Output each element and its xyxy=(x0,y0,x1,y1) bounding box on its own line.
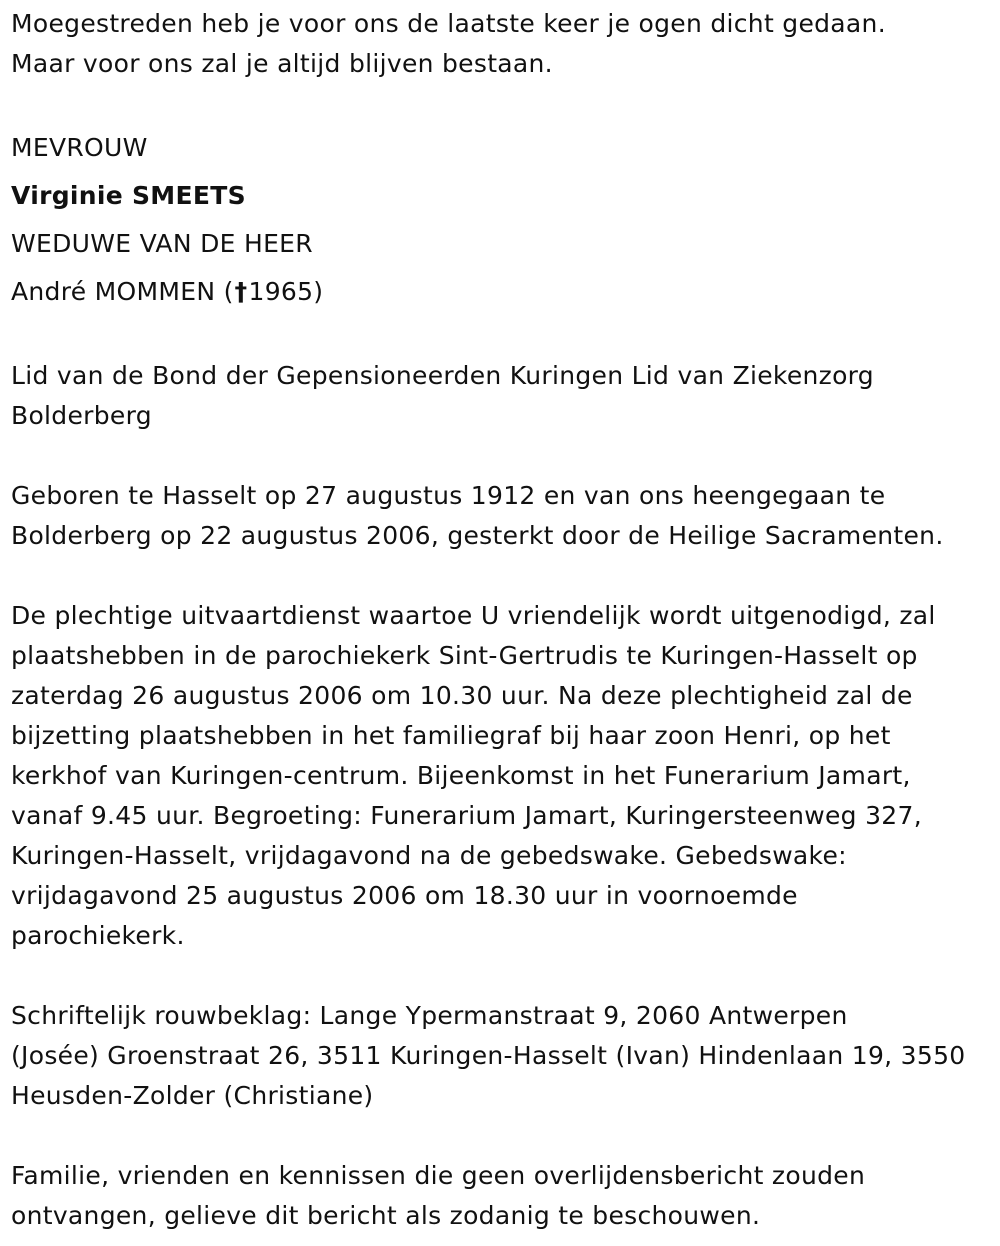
funeral-details xyxy=(11,596,991,956)
spouse-name: André MOMMEN ( xyxy=(11,277,234,306)
birth-death xyxy=(11,476,991,556)
funeral-line: De plechtige uitvaartdienst waartoe U vriendelijk wordt uitgenodigd, zal xyxy=(11,601,936,630)
deceased-name: Virginie SMEETS xyxy=(11,181,246,210)
closing-line: Familie, vrienden en kennissen die geen overlijdensbericht zouden xyxy=(11,1161,866,1190)
cross-icon: † xyxy=(234,277,248,306)
obituary-document xyxy=(11,4,991,1236)
membership-line: Lid van de Bond der Gepensioneerden Kuringen Lid van Ziekenzorg xyxy=(11,361,874,390)
funeral-line: Kuringen-Hasselt, vrijdagavond na de gebedswake. Gebedswake: xyxy=(11,841,847,870)
spacer xyxy=(11,84,991,124)
spacer xyxy=(11,1116,991,1156)
spacer xyxy=(11,556,991,596)
closing-note xyxy=(11,1156,991,1236)
condolences-line: Heusden-Zolder (Christiane) xyxy=(11,1081,374,1110)
membership-line: Bolderberg xyxy=(11,401,152,430)
verse-line: Moegestreden heb je voor ons de laatste keer je ogen dicht gedaan. xyxy=(11,9,886,38)
deceased-relation: WEDUWE VAN DE HEER xyxy=(11,229,313,258)
funeral-line: parochiekerk. xyxy=(11,921,185,950)
verse xyxy=(11,4,991,84)
condolences-line: (Josée) Groenstraat 26, 3511 Kuringen-Hasselt (Ivan) Hindenlaan 19, 3550 xyxy=(11,1041,966,1070)
funeral-line: bijzetting plaatshebben in het familiegraf bij haar zoon Henri, op het xyxy=(11,721,891,750)
spacer xyxy=(11,956,991,996)
membership xyxy=(11,356,991,436)
spouse-line xyxy=(11,268,991,316)
birth-death-line: Geboren te Hasselt op 27 augustus 1912 en van ons heengegaan te xyxy=(11,481,886,510)
funeral-line: vrijdagavond 25 augustus 2006 om 18.30 uur in voornoemde xyxy=(11,881,798,910)
funeral-line: zaterdag 26 augustus 2006 om 10.30 uur. Na deze plechtigheid zal de xyxy=(11,681,913,710)
birth-death-line: Bolderberg op 22 augustus 2006, gesterkt door de Heilige Sacramenten. xyxy=(11,521,944,550)
deceased-block xyxy=(11,124,991,316)
condolences-line: Schriftelijk rouwbeklag: Lange Ypermanstraat 9, 2060 Antwerpen xyxy=(11,1001,848,1030)
deceased-title: MEVROUW xyxy=(11,133,148,162)
verse-line: Maar voor ons zal je altijd blijven bestaan. xyxy=(11,49,553,78)
spouse-death-year: 1965) xyxy=(248,277,324,306)
funeral-line: plaatshebben in de parochiekerk Sint-Gertrudis te Kuringen-Hasselt op xyxy=(11,641,918,670)
spacer xyxy=(11,436,991,476)
funeral-line: kerkhof van Kuringen-centrum. Bijeenkomst in het Funerarium Jamart, xyxy=(11,761,911,790)
funeral-line: vanaf 9.45 uur. Begroeting: Funerarium Jamart, Kuringersteenweg 327, xyxy=(11,801,922,830)
condolences xyxy=(11,996,991,1116)
spacer xyxy=(11,316,991,356)
closing-line: ontvangen, gelieve dit bericht als zodanig te beschouwen. xyxy=(11,1201,761,1230)
